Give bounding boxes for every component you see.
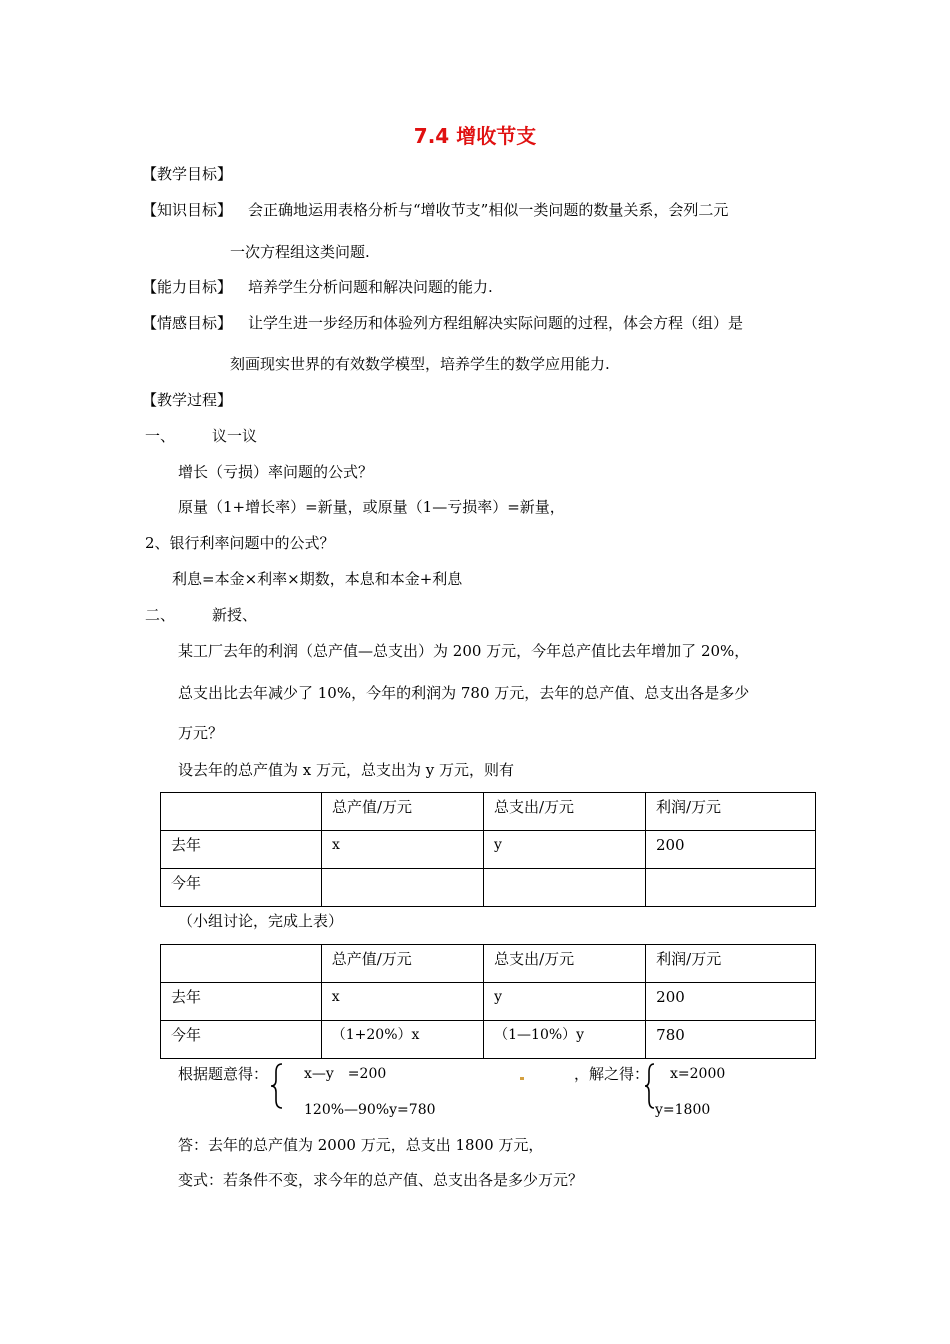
- table-header-row: [161, 945, 816, 983]
- section-1-title: 议一议: [212, 427, 258, 445]
- equation-intro: 根据题意得：: [178, 1065, 269, 1083]
- problem-text-1: 某工厂去年的利润（总产值—总支出）为 200 万元，今年总产值比去年增加了 20%，: [178, 642, 750, 660]
- knowledge-goal-text-2: 一次方程组这类问题.: [230, 243, 370, 261]
- table-header-cell: 利润/万元: [645, 793, 815, 831]
- table-cell: 去年: [161, 983, 322, 1021]
- table-cell: x: [321, 831, 483, 869]
- emotion-goal-text-2: 刻画现实世界的有效数学模型，培养学生的数学应用能力.: [230, 355, 610, 373]
- equation-2: 120%—90%y=780: [304, 1102, 436, 1118]
- table-cell: [483, 869, 645, 907]
- ability-goal-label: 【能力目标】: [142, 278, 233, 296]
- left-brace-icon: [268, 1062, 288, 1110]
- equation-1: x—y =200: [304, 1066, 387, 1082]
- solve-text: ，解之得：: [574, 1065, 650, 1083]
- table-header-cell: 利润/万元: [646, 945, 816, 983]
- table-cell: [645, 869, 815, 907]
- problem-text-2: 总支出比去年减少了 10%，今年的利润为 780 万元，去年的总产值、总支出各是多少: [178, 684, 750, 702]
- table-cell: 今年: [161, 1021, 322, 1059]
- teaching-goals-heading: 【教学目标】: [142, 165, 233, 183]
- section-2-number: 二、: [145, 606, 176, 624]
- marker-dot: [520, 1077, 524, 1080]
- section-2-title: 新授、: [212, 606, 258, 624]
- problem-text-3: 万元？: [178, 724, 224, 742]
- table-cell: y: [483, 831, 645, 869]
- table-row: [161, 831, 816, 869]
- setup-text: 设去年的总产值为 x 万元，总支出为 y 万元，则有: [178, 761, 515, 779]
- teaching-process-heading: 【教学过程】: [142, 391, 233, 409]
- table-row: [161, 1021, 816, 1059]
- growth-rate-formula: 原量（1+增长率）=新量，或原量（1—亏损率）=新量，: [178, 498, 565, 516]
- table-cell: 去年: [161, 831, 322, 869]
- bank-rate-question: 2、银行利率问题中的公式？: [145, 534, 335, 552]
- knowledge-goal-text-1: 会正确地运用表格分析与“增收节支”相似一类问题的数量关系，会列二元: [248, 201, 729, 219]
- discussion-note: （小组讨论，完成上表）: [178, 912, 344, 930]
- table-cell: 今年: [161, 869, 322, 907]
- ability-goal-text: 培养学生分析问题和解决问题的能力.: [248, 278, 493, 296]
- table-cell: x: [321, 983, 483, 1021]
- table-header-cell: 总产值/万元: [321, 945, 483, 983]
- section-1-number: 一、: [145, 427, 176, 445]
- page-title: 7.4 增收节支: [413, 124, 537, 148]
- knowledge-goal-label: 【知识目标】: [142, 201, 233, 219]
- data-table-filled: [160, 944, 816, 1059]
- table-cell: 200: [646, 983, 816, 1021]
- answer-text: 答：去年的总产值为 2000 万元，总支出 1800 万元，: [178, 1136, 544, 1154]
- emotion-goal-text-1: 让学生进一步经历和体验列方程组解决实际问题的过程，体会方程（组）是: [248, 314, 744, 332]
- emotion-goal-label: 【情感目标】: [142, 314, 233, 332]
- solution-x: x=2000: [670, 1066, 726, 1082]
- table-cell: 200: [645, 831, 815, 869]
- table-header-cell: 总支出/万元: [483, 793, 645, 831]
- solution-y: y=1800: [655, 1102, 711, 1118]
- data-table-blank: [160, 792, 816, 907]
- table-cell: [321, 869, 483, 907]
- table-header-cell: 总支出/万元: [484, 945, 646, 983]
- table-header-row: [161, 793, 816, 831]
- table-cell: （1+20%）x: [321, 1021, 483, 1059]
- table-row: [161, 983, 816, 1021]
- growth-rate-question: 增长（亏损）率问题的公式？: [178, 463, 374, 481]
- table-header-cell: [161, 793, 322, 831]
- table-cell: y: [484, 983, 646, 1021]
- table-cell: 780: [646, 1021, 816, 1059]
- table-cell: （1—10%）y: [484, 1021, 646, 1059]
- table-header-cell: 总产值/万元: [321, 793, 483, 831]
- table-header-cell: [161, 945, 322, 983]
- table-row: [161, 869, 816, 907]
- bank-rate-formula: 利息=本金×利率×期数，本息和本金+利息: [172, 570, 463, 588]
- variant-question: 变式：若条件不变，求今年的总产值、总支出各是多少万元？: [178, 1171, 584, 1189]
